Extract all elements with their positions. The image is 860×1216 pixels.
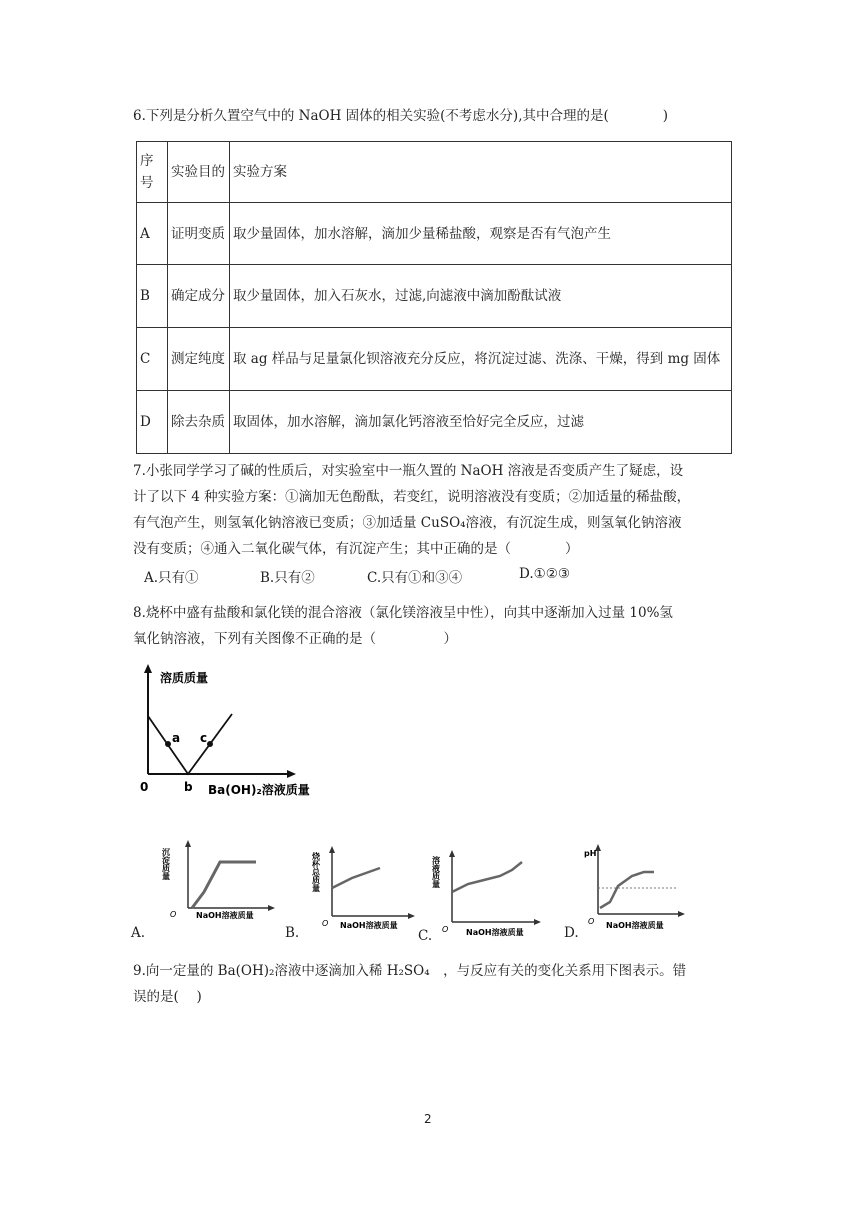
point-a-dot	[165, 741, 171, 747]
header-id: 序号	[137, 142, 168, 203]
graph-d-origin: O	[588, 917, 595, 926]
header-purpose: 实验目的	[168, 142, 230, 203]
main-xlabel: Ba(OH)₂溶液质量	[208, 783, 310, 797]
q7-option-a: A.只有①	[144, 570, 199, 586]
graph-d-ylabel: pH	[584, 849, 597, 858]
graph-d-curve	[600, 872, 654, 908]
graph-a-ylabel: 沉淀质量	[162, 848, 171, 880]
q9-stem	[133, 958, 686, 1010]
graph-a-curve	[192, 862, 256, 908]
point-c-label: c	[200, 731, 208, 745]
graph-d	[580, 842, 692, 934]
graph-b-curve	[332, 868, 380, 888]
graph-c-letter: C.	[418, 928, 433, 944]
q8-line: 8.烧杯中盛有盐酸和氯化镁的混合溶液（氯化镁溶液呈中性），向其中逐渐加入过量 10%氢	[133, 605, 673, 621]
graph-b-origin: O	[322, 919, 329, 928]
graph-d-xlabel: NaOH溶液质量	[606, 921, 664, 930]
graph-c-origin: O	[442, 925, 449, 934]
row-purpose: 除去杂质	[168, 391, 230, 454]
row-plan: 取 ag 样品与足量氯化钡溶液充分反应，将沉淀过滤、洗涤、干燥，得到 mg 固体	[230, 328, 732, 391]
graph-c-curve	[452, 862, 522, 892]
q7-option-c: C.只有①和③④	[367, 570, 463, 586]
graph-b	[312, 844, 422, 934]
graph-b-letter: B.	[285, 925, 300, 941]
table-row	[137, 203, 732, 265]
row-plan: 取固体，加水溶解，滴加氯化钙溶液至恰好完全反应，过滤	[230, 391, 732, 454]
q7-line: 7.小张同学学习了碱的性质后，对实验室中一瓶久置的 NaOH 溶液是否变质产生了疑虑，设	[133, 463, 684, 479]
graph-c-xlabel: NaOH溶液质量	[466, 928, 524, 937]
main-graph	[130, 660, 330, 800]
main-origin: 0	[140, 780, 149, 794]
table-row	[137, 265, 732, 328]
q7-line: 没有变质；④通入二氧化碳气体，有沉淀产生；其中正确的是（ ）	[133, 541, 579, 557]
q7-option-b: B.只有②	[260, 570, 315, 586]
graph-d-letter: D.	[564, 925, 579, 941]
row-purpose: 证明变质	[168, 203, 230, 265]
row-id: D	[137, 391, 168, 454]
main-x-arrow	[287, 770, 296, 778]
main-ylabel: 溶质质量	[160, 671, 209, 685]
row-purpose: 确定成分	[168, 265, 230, 328]
q7-line: 计了以下 4 种实验方案：①滴加无色酚酞，若变红，说明溶液没有变质；②加适量的稀盐酸，	[133, 489, 691, 505]
table-header-row	[137, 142, 732, 203]
main-y-arrow	[144, 664, 152, 673]
q9-line: 9.向一定量的 Ba(OH)₂溶液中逐滴加入稀 H₂SO₄ ，与反应有关的变化关系用下图表示。错	[133, 963, 687, 979]
row-id: C	[137, 328, 168, 391]
q7-line: 有气泡产生，则氢氧化钠溶液已变质；③加适量 CuSO₄溶液，有沉淀生成，则氢氧化钠溶液	[133, 515, 682, 531]
q8-stem	[133, 600, 673, 652]
table-row	[137, 391, 732, 454]
graph-c	[432, 848, 552, 940]
row-purpose: 测定纯度	[168, 328, 230, 391]
page-number: 2	[424, 1112, 432, 1126]
graph-b-ylabel: 烧杯总质量	[312, 852, 321, 892]
q7-option-d: D.①②③	[519, 566, 570, 582]
q7-stem	[133, 458, 690, 562]
graph-b-xlabel: NaOH溶液质量	[340, 921, 398, 930]
table-row	[137, 328, 732, 391]
row-id: A	[137, 203, 168, 265]
q8-line: 氧化钠溶液，下列有关图像不正确的是（ ）	[133, 631, 457, 647]
point-a-label: a	[172, 731, 181, 745]
row-plan: 取少量固体，加入石灰水，过滤,向滤液中滴加酚酞试液	[230, 265, 732, 328]
row-plan: 取少量固体，加水溶解，滴加少量稀盐酸，观察是否有气泡产生	[230, 203, 732, 265]
point-b-label: b	[184, 780, 193, 794]
q9-line: 误的是( )	[133, 989, 202, 1005]
main-curve	[148, 714, 232, 774]
graph-a	[162, 838, 282, 926]
header-plan: 实验方案	[230, 142, 732, 203]
point-c-dot	[207, 741, 213, 747]
graph-c-ylabel: 溶液质量	[432, 856, 441, 888]
graph-a-origin: O	[170, 910, 177, 919]
graph-a-xlabel: NaOH溶液质量	[196, 911, 254, 920]
row-id: B	[137, 265, 168, 328]
experiment-table	[136, 141, 732, 454]
graph-a-letter: A.	[131, 925, 146, 941]
q6-stem: 6.下列是分析久置空气中的 NaOH 固体的相关实验(不考虑水分),其中合理的是( )	[133, 108, 669, 124]
